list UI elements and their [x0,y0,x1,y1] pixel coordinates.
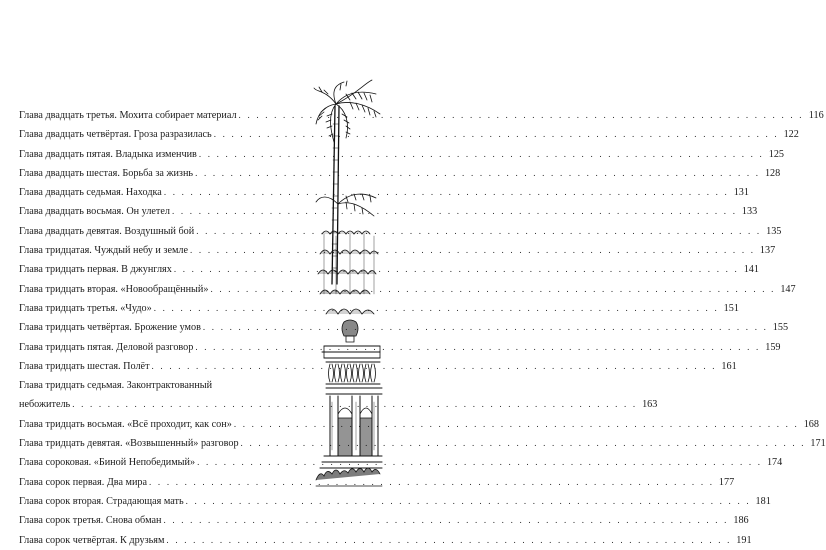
toc-leader-dots [190,241,755,260]
toc-entry [19,125,799,144]
toc-entry-title: Глава сорок четвёртая. К друзьям [19,534,165,546]
toc-entry-title: Глава тридцатая. Чуждый небу и земле [19,245,189,257]
palm-tree-colonnade-illustration [316,84,382,486]
toc-entry-page: 116 [808,110,824,121]
toc-leader-dots [174,260,739,279]
toc-entry-page: 186 [733,515,749,527]
toc-entry-title: Глава двадцать третья. Мохита собирает материал [19,110,237,121]
toc-leader-dots [195,338,760,357]
toc-entry-page: 181 [755,495,771,507]
toc-entry-title: Глава тридцать девятая. «Возвышенный» разговор [19,438,239,450]
toc-leader-dots [154,299,719,318]
toc-entry [19,415,819,434]
toc-entry-page: 171 [810,438,826,450]
toc-entry-title: Глава тридцать восьмая. «Всё проходит, как сон» [19,418,232,430]
toc-leader-dots [210,280,775,299]
toc-entry [19,453,783,472]
toc-entry-title: Глава сороковая. «Биной Непобедимый» [19,457,196,469]
toc-entry-page: 125 [768,148,784,160]
toc-entry-title: Глава двадцать шестая. Борьба за жизнь [19,167,194,179]
toc-leader-dots [195,164,760,183]
toc-entry-page: 159 [765,341,781,353]
toc-entry-page: 174 [766,457,783,469]
toc-entry [19,434,826,453]
toc-leader-dots [203,318,768,337]
toc-entry-title: Глава тридцать пятая. Деловой разговор [19,341,194,353]
toc-entry-title: Глава тридцать третья. «Чудо» [19,302,152,314]
toc-entry-title: Глава сорок первая. Два мира [19,476,148,488]
toc-entry-page: 168 [803,418,819,430]
toc-entry-page: 177 [718,476,735,488]
toc-entry-page: 135 [766,225,782,237]
toc-leader-dots [149,473,714,492]
toc-entry [19,338,781,357]
toc-entry [19,106,824,125]
toc-entry [19,318,789,337]
toc-entry-page: 155 [772,322,789,334]
toc-leader-dots [172,202,737,221]
toc-entry-title: Глава двадцать седьмая. Находка [19,187,162,199]
toc-leader-dots [197,453,762,472]
toc-entry-title: Глава двадцать пятая. Владыка изменчив [19,148,197,160]
toc-entry [19,492,771,511]
toc-entry-page: 128 [764,167,781,179]
toc-entry [19,145,784,164]
toc-entry-page: 151 [723,302,739,314]
toc-entry [19,511,749,530]
toc-leader-dots [186,492,751,511]
toc-leader-dots [152,357,717,376]
toc-entry [19,164,781,183]
toc-entry-page: 147 [780,283,796,295]
toc-entry [19,473,735,492]
toc-entry-title: Глава двадцать четвёртая. Гроза разразилась [19,129,212,141]
toc-entry [19,183,749,202]
toc-leader-dots [214,125,779,144]
toc-entry [19,299,739,318]
toc-entry [19,357,737,376]
toc-entry-page: 131 [733,187,749,199]
toc-entry-title: Глава двадцать девятая. Воздушный бой [19,225,195,237]
toc-entry-page: 141 [743,264,759,276]
table-of-contents [19,106,826,550]
toc-entry-title: Глава тридцать седьмая. Законтрактованный [19,380,213,392]
toc-entry [19,222,782,241]
toc-leader-dots [199,145,764,164]
toc-entry [19,531,752,550]
toc-entry-title: Глава тридцать первая. В джунглях [19,264,172,276]
toc-entry-title: Глава тридцать вторая. «Новообращённый» [19,283,209,295]
toc-entry-page: 163 [642,399,658,411]
toc-entry-page: 191 [736,534,752,546]
toc-leader-dots [164,183,729,202]
toc-entry-page: 133 [741,206,758,218]
toc-entry-title: Глава двадцать восьмая. Он улетел [19,206,170,218]
toc-entry-title: Глава сорок третья. Снова обман [19,515,162,527]
toc-leader-dots [166,531,731,550]
toc-entry-title-continuation: небожитель [19,399,71,411]
toc-entry-title: Глава тридцать четвёртая. Брожение умов [19,322,201,334]
toc-leader-dots [163,511,728,530]
toc-entry-title: Глава сорок вторая. Страдающая мать [19,495,184,507]
toc-entry [19,260,759,279]
toc-entry [19,202,758,221]
toc-entry-page: 161 [721,360,737,372]
toc-leader-dots [196,222,761,241]
toc-entry [19,280,796,299]
toc-entry-page: 122 [783,129,799,141]
toc-entry [19,376,658,415]
toc-entry [19,241,776,260]
toc-entry-title: Глава тридцать шестая. Полёт [19,360,150,372]
toc-entry-page: 137 [759,245,776,257]
